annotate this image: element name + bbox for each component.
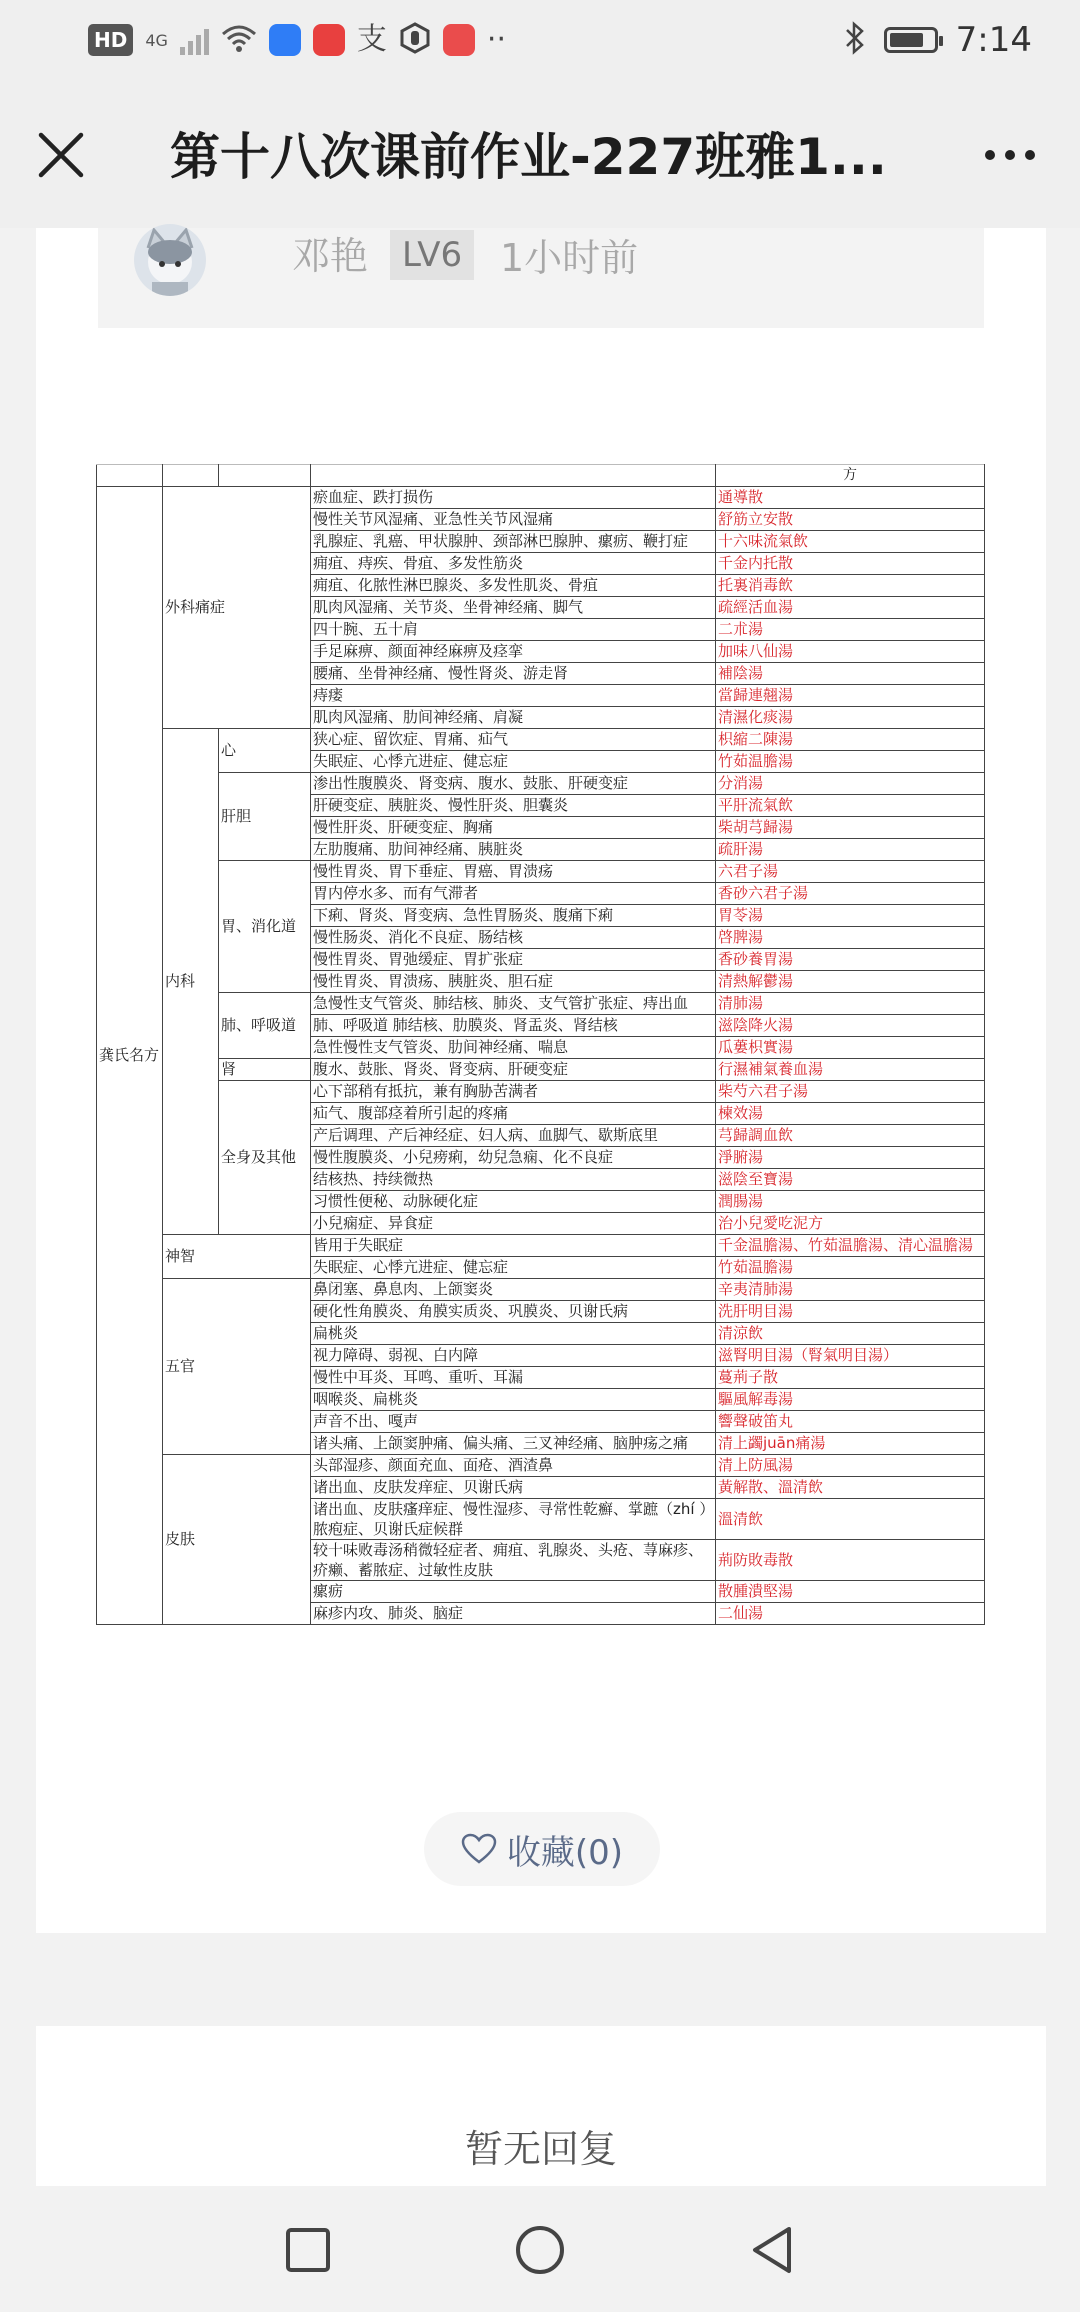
- post-card: [36, 228, 1046, 1933]
- symptom-cell: 产后调理、产后神经症、妇人病、血脚气、歇斯底里: [311, 1125, 716, 1147]
- table-row: [97, 1081, 985, 1103]
- formula-cell: 通導散: [716, 487, 985, 509]
- formula-cell: 洗肝明目湯: [716, 1301, 985, 1323]
- close-icon: [37, 131, 85, 179]
- formula-cell: 行濕補氣養血湯: [716, 1059, 985, 1081]
- formula-cell: 香砂六君子湯: [716, 883, 985, 905]
- formula-cell: 滋陰降火湯: [716, 1015, 985, 1037]
- header-cell: [219, 465, 311, 487]
- formula-cell: 瓜蔞枳實湯: [716, 1037, 985, 1059]
- formula-cell: 疏肝湯: [716, 839, 985, 861]
- formula-cell: 舒筋立安散: [716, 509, 985, 531]
- symptom-cell: 痔瘘: [311, 685, 716, 707]
- formula-cell: 胃苓湯: [716, 905, 985, 927]
- status-bar: [0, 0, 1080, 80]
- subcategory-cell: 全身及其他: [219, 1081, 311, 1235]
- subcategory-cell: 心: [219, 729, 311, 773]
- symptom-cell: 慢性胃炎、胃下垂症、胃癌、胃溃疡: [311, 861, 716, 883]
- symptom-cell: 心下部稍有抵抗，兼有胸胁苦满者: [311, 1081, 716, 1103]
- symptom-cell: 结核热、持续微热: [311, 1169, 716, 1191]
- formula-cell: 枳縮二陳湯: [716, 729, 985, 751]
- header-cell: [97, 465, 163, 487]
- formula-cell: 竹茹温膽湯: [716, 751, 985, 773]
- category-cell: 皮肤: [163, 1455, 311, 1625]
- symptom-cell: 失眠症、心悸亢进症、健忘症: [311, 1257, 716, 1279]
- formula-cell: 散腫潰堅湯: [716, 1581, 985, 1603]
- formula-cell: 潤腸湯: [716, 1191, 985, 1213]
- more-options-button[interactable]: [970, 124, 1050, 186]
- system-nav-bar: [0, 2186, 1080, 2312]
- symptom-cell: 咽喉炎、扁桃炎: [311, 1389, 716, 1411]
- table-row: [97, 1059, 985, 1081]
- symptom-cell: 慢性关节风湿痛、亚急性关节风湿痛: [311, 509, 716, 531]
- symptom-cell: 痈疽、痔疾、骨疽、多发性筋炎: [311, 553, 716, 575]
- circle-icon: [513, 2223, 567, 2277]
- formula-cell: 當歸連翹湯: [716, 685, 985, 707]
- formula-cell: 柴胡芎歸湯: [716, 817, 985, 839]
- root-category-cell: 龚氏名方: [97, 487, 163, 1625]
- header-cell: [163, 465, 219, 487]
- formula-cell: 蔓荊子散: [716, 1367, 985, 1389]
- symptom-cell: 小兒痫症、异食症: [311, 1213, 716, 1235]
- category-cell: 神智: [163, 1235, 311, 1279]
- formula-cell: 清熱解鬱湯: [716, 971, 985, 993]
- level-badge: LV6: [390, 230, 474, 280]
- symptom-cell: 慢性胃炎、胃溃疡、胰脏炎、胆石症: [311, 971, 716, 993]
- formula-cell: 啓脾湯: [716, 927, 985, 949]
- replies-section: [36, 2026, 1046, 2186]
- symptom-cell: 习惯性便秘、动脉硬化症: [311, 1191, 716, 1213]
- formula-cell: 清上蠲juān痛湯: [716, 1433, 985, 1455]
- symptom-cell: 乳腺症、乳癌、甲状腺肿、颈部淋巴腺肿、瘰疬、鞭打症: [311, 531, 716, 553]
- hd-icon: HD: [88, 24, 133, 56]
- symptom-cell: 胃内停水多、而有气滞者: [311, 883, 716, 905]
- table-row: [97, 1235, 985, 1257]
- bluetooth-icon: [844, 21, 866, 59]
- formula-cell: 芎歸調血飲: [716, 1125, 985, 1147]
- symptom-cell: 声音不出、嘎声: [311, 1411, 716, 1433]
- formula-cell: 柴芍六君子湯: [716, 1081, 985, 1103]
- table-row: [97, 1455, 985, 1477]
- symptom-cell: 狭心症、留饮症、胃痛、疝气: [311, 729, 716, 751]
- symptom-cell: 肺、呼吸道 肺结核、肋膜炎、肾盂炎、肾结核: [311, 1015, 716, 1037]
- book-app-icon: [443, 24, 475, 56]
- app-header: [0, 80, 1080, 228]
- avatar[interactable]: [134, 224, 206, 296]
- more-notifications-icon: ··: [486, 22, 506, 57]
- formula-cell: 滋陰至寶湯: [716, 1169, 985, 1191]
- clock: 7:14: [955, 20, 1032, 60]
- subcategory-cell: 肺、呼吸道: [219, 993, 311, 1059]
- favorite-button[interactable]: [424, 1812, 660, 1886]
- symptom-cell: 扁桃炎: [311, 1323, 716, 1345]
- formula-cell: 竹茹温膽湯: [716, 1257, 985, 1279]
- formula-cell: 驅風解毒湯: [716, 1389, 985, 1411]
- formula-cell: 托裏消毒飲: [716, 575, 985, 597]
- formula-cell: 清上防風湯: [716, 1455, 985, 1477]
- network-type: 4G: [145, 30, 168, 50]
- formula-cell: 響聲破笛丸: [716, 1411, 985, 1433]
- category-cell: 五官: [163, 1279, 311, 1455]
- formula-cell: 二仙湯: [716, 1603, 985, 1625]
- formula-cell: 清涼飲: [716, 1323, 985, 1345]
- category-cell: 外科痛症: [163, 487, 311, 729]
- formula-cell: 千金内托散: [716, 553, 985, 575]
- more-dot-icon: [1025, 150, 1035, 160]
- formula-cell: 滋腎明目湯（腎氣明目湯）: [716, 1345, 985, 1367]
- symptom-cell: 左肋腹痛、肋间神经痛、胰脏炎: [311, 839, 716, 861]
- formula-cell: 黃解散、溫清飲: [716, 1477, 985, 1499]
- signal-icon: [180, 25, 209, 55]
- formula-cell: 楝效湯: [716, 1103, 985, 1125]
- symptom-cell: 较十味败毒汤稍微轻症者、痈疽、乳腺炎、头疮、荨麻疹、疥癞、蓄脓症、过敏性皮肤: [311, 1540, 716, 1581]
- header-cell: [311, 465, 716, 487]
- subcategory-cell: 胃、消化道: [219, 861, 311, 993]
- formula-cell: 淨腑湯: [716, 1147, 985, 1169]
- symptom-cell: 腹水、鼓胀、肾炎、肾变病、肝硬变症: [311, 1059, 716, 1081]
- symptom-cell: 诸出血、皮肤瘙痒症、慢性湿疹、寻常性乾癬、掌蹠（zhí ）脓疱症、贝谢氏症候群: [311, 1499, 716, 1540]
- formula-cell: 溫清飲: [716, 1499, 985, 1540]
- table-row: [97, 1279, 985, 1301]
- formula-cell: 分消湯: [716, 773, 985, 795]
- close-button[interactable]: [30, 124, 92, 186]
- table-row: [97, 773, 985, 795]
- symptom-cell: 肌肉风湿痛、关节炎、坐骨神经痛、脚气: [311, 597, 716, 619]
- more-dot-icon: [1005, 150, 1015, 160]
- heart-icon: [461, 1833, 497, 1865]
- symptom-cell: 疝气、腹部痉着所引起的疼痛: [311, 1103, 716, 1125]
- symptom-cell: 慢性胃炎、胃弛缓症、胃扩张症: [311, 949, 716, 971]
- formula-cell: 平肝流氣飲: [716, 795, 985, 817]
- page-title: 第十八次课前作业-227班雅1...: [170, 128, 887, 186]
- symptom-cell: 急性慢性支气管炎、肋间神经痛、喘息: [311, 1037, 716, 1059]
- symptom-cell: 硬化性角膜炎、角膜实质炎、巩膜炎、贝谢氏病: [311, 1301, 716, 1323]
- formula-cell: 清濕化痰湯: [716, 707, 985, 729]
- table-row: [97, 487, 985, 509]
- header-cell-formula: 方: [716, 465, 985, 487]
- huawei-app-icon: [313, 24, 345, 56]
- wifi-icon: [221, 24, 257, 56]
- symptom-cell: 四十腕、五十肩: [311, 619, 716, 641]
- cloud-app-icon: [269, 24, 301, 56]
- symptom-cell: 腰痛、坐骨神经痛、慢性肾炎、游走肾: [311, 663, 716, 685]
- formula-cell: 十六味流氣飲: [716, 531, 985, 553]
- post-time: 1小时前: [500, 236, 639, 280]
- symptom-cell: 下痢、肾炎、肾变病、急性胃肠炎、腹痛下痢: [311, 905, 716, 927]
- more-dot-icon: [985, 150, 995, 160]
- symptom-cell: 慢性肠炎、消化不良症、肠结核: [311, 927, 716, 949]
- recents-button[interactable]: [278, 2220, 338, 2280]
- favorite-label: 收藏(0): [506, 1832, 624, 1873]
- symptom-cell: 慢性肝炎、肝硬变症、胸痛: [311, 817, 716, 839]
- back-triangle-icon: [747, 2225, 797, 2275]
- symptom-cell: 急慢性支气管炎、肺结核、肺炎、支气管扩张症、痔出血: [311, 993, 716, 1015]
- symptom-cell: 慢性腹膜炎、小兒痨痢，幼兒急痫、化不良症: [311, 1147, 716, 1169]
- symptom-cell: 麻疹内攻、肺炎、脑症: [311, 1603, 716, 1625]
- subcategory-cell: 肝胆: [219, 773, 311, 861]
- table-row: [97, 729, 985, 751]
- symptom-cell: 诸头痛、上颌窦肿痛、偏头痛、三叉神经痛、脑肿疡之痛: [311, 1433, 716, 1455]
- formula-cell: 六君子湯: [716, 861, 985, 883]
- alipay-icon: 支: [356, 22, 387, 57]
- symptom-cell: 皆用于失眠症: [311, 1235, 716, 1257]
- home-button[interactable]: [510, 2220, 570, 2280]
- formula-cell: 治小兒愛吃泥方: [716, 1213, 985, 1235]
- symptom-cell: 瘰疬: [311, 1581, 716, 1603]
- formula-cell: 香砂養胃湯: [716, 949, 985, 971]
- formula-table: [96, 464, 985, 1625]
- square-icon: [284, 2226, 332, 2274]
- back-button[interactable]: [742, 2220, 802, 2280]
- symptom-cell: 失眠症、心悸亢进症、健忘症: [311, 751, 716, 773]
- symptom-cell: 手足麻痹、颜面神经麻痹及痉挛: [311, 641, 716, 663]
- symptom-cell: 视力障碍、弱视、白内障: [311, 1345, 716, 1367]
- formula-cell: 加味八仙湯: [716, 641, 985, 663]
- subcategory-cell: 肾: [219, 1059, 311, 1081]
- symptom-cell: 瘀血症、跌打损伤: [311, 487, 716, 509]
- formula-cell: 補陰湯: [716, 663, 985, 685]
- formula-cell: 疏經活血湯: [716, 597, 985, 619]
- symptom-cell: 头部湿疹、颜面充血、面疮、酒渣鼻: [311, 1455, 716, 1477]
- formula-cell: 辛夷清肺湯: [716, 1279, 985, 1301]
- category-cell: 内科: [163, 729, 219, 1235]
- symptom-cell: 肝硬变症、胰脏炎、慢性肝炎、胆囊炎: [311, 795, 716, 817]
- formula-cell: 二朮湯: [716, 619, 985, 641]
- table-row: [97, 993, 985, 1015]
- table-row: [97, 861, 985, 883]
- symptom-cell: 肌肉风湿痛、肋间神经痛、肩凝: [311, 707, 716, 729]
- symptom-cell: 诸出血、皮肤发痒症、贝谢氏病: [311, 1477, 716, 1499]
- formula-cell: 清肺湯: [716, 993, 985, 1015]
- symptom-cell: 痈疽、化脓性淋巴腺炎、多发性肌炎、骨疽: [311, 575, 716, 597]
- hand-app-icon: [399, 22, 431, 58]
- formula-cell: 千金温膽湯、竹茹温膽湯、清心温膽湯: [716, 1235, 985, 1257]
- symptom-cell: 鼻闭塞、鼻息肉、上颌窦炎: [311, 1279, 716, 1301]
- empty-replies-label: 暂无回复: [464, 2127, 617, 2171]
- symptom-cell: 慢性中耳炎、耳鸣、重听、耳漏: [311, 1367, 716, 1389]
- author-box: [98, 228, 984, 328]
- spreadsheet-image[interactable]: [96, 464, 986, 1654]
- battery-icon: [884, 27, 938, 53]
- formula-cell: 荊防敗毒散: [716, 1540, 985, 1581]
- symptom-cell: 渗出性腹膜炎、肾变病、腹水、鼓胀、肝硬变症: [311, 773, 716, 795]
- table-header-row: [97, 465, 985, 487]
- author-name[interactable]: 邓艳: [292, 234, 369, 278]
